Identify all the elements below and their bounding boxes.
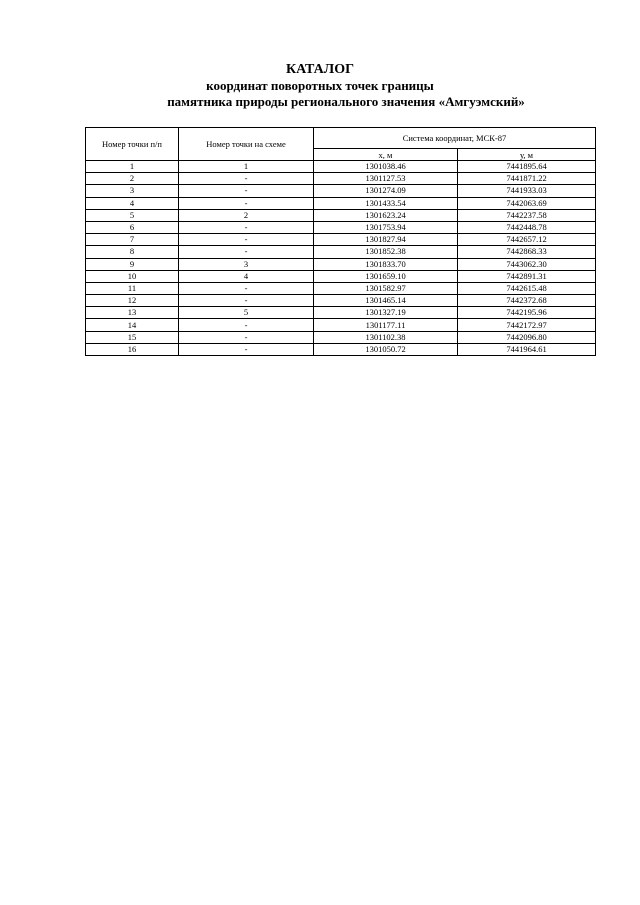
cell-point-number: 15 — [86, 331, 179, 343]
cell-scheme-number: - — [179, 331, 314, 343]
cell-point-number: 7 — [86, 234, 179, 246]
table-row — [86, 161, 596, 173]
table-body — [86, 161, 596, 356]
cell-scheme-number: 1 — [179, 161, 314, 173]
cell-scheme-number: - — [179, 319, 314, 331]
cell-x: 1301465.14 — [314, 295, 458, 307]
header-y: у, м — [458, 149, 596, 161]
cell-x: 1301274.09 — [314, 185, 458, 197]
cell-x: 1301833.70 — [314, 258, 458, 270]
table-row — [86, 258, 596, 270]
cell-y: 7442615.48 — [458, 282, 596, 294]
cell-y: 7441895.64 — [458, 161, 596, 173]
table-row — [86, 221, 596, 233]
document-title — [0, 62, 640, 110]
cell-y: 7442096.80 — [458, 331, 596, 343]
cell-x: 1301038.46 — [314, 161, 458, 173]
table-row — [86, 319, 596, 331]
cell-x: 1301177.11 — [314, 319, 458, 331]
table-row — [86, 270, 596, 282]
header-point-number: Номер точки п/п — [86, 128, 179, 161]
cell-x: 1301852.38 — [314, 246, 458, 258]
cell-scheme-number: 4 — [179, 270, 314, 282]
cell-scheme-number: - — [179, 221, 314, 233]
cell-y: 7442868.33 — [458, 246, 596, 258]
table-row — [86, 295, 596, 307]
header-x: х, м — [314, 149, 458, 161]
cell-point-number: 12 — [86, 295, 179, 307]
cell-scheme-number: - — [179, 197, 314, 209]
cell-scheme-number: - — [179, 234, 314, 246]
cell-scheme-number: - — [179, 246, 314, 258]
cell-y: 7442172.97 — [458, 319, 596, 331]
cell-y: 7441933.03 — [458, 185, 596, 197]
cell-x: 1301753.94 — [314, 221, 458, 233]
cell-point-number: 4 — [86, 197, 179, 209]
table-row — [86, 209, 596, 221]
table-row — [86, 282, 596, 294]
cell-point-number: 5 — [86, 209, 179, 221]
cell-scheme-number: - — [179, 185, 314, 197]
cell-x: 1301127.53 — [314, 173, 458, 185]
table-row — [86, 246, 596, 258]
cell-scheme-number: 5 — [179, 307, 314, 319]
table-row — [86, 307, 596, 319]
cell-x: 1301327.19 — [314, 307, 458, 319]
cell-scheme-number: - — [179, 343, 314, 355]
cell-point-number: 6 — [86, 221, 179, 233]
cell-y: 7442448.78 — [458, 221, 596, 233]
table-header — [86, 128, 596, 161]
cell-x: 1301050.72 — [314, 343, 458, 355]
cell-point-number: 10 — [86, 270, 179, 282]
cell-point-number: 11 — [86, 282, 179, 294]
header-scheme-number: Номер точки на схеме — [179, 128, 314, 161]
cell-scheme-number: 2 — [179, 209, 314, 221]
cell-x: 1301582.97 — [314, 282, 458, 294]
table-row — [86, 331, 596, 343]
title-line-3: памятника природы регионального значения «Амгуэмский» — [167, 94, 525, 109]
cell-point-number: 13 — [86, 307, 179, 319]
cell-x: 1301827.94 — [314, 234, 458, 246]
cell-point-number: 14 — [86, 319, 179, 331]
coordinates-table — [85, 127, 596, 356]
cell-point-number: 16 — [86, 343, 179, 355]
table-row — [86, 234, 596, 246]
cell-x: 1301623.24 — [314, 209, 458, 221]
table-row — [86, 343, 596, 355]
cell-y: 7441871.22 — [458, 173, 596, 185]
cell-x: 1301659.10 — [314, 270, 458, 282]
cell-y: 7442195.96 — [458, 307, 596, 319]
cell-x: 1301102.38 — [314, 331, 458, 343]
table-row — [86, 197, 596, 209]
cell-y: 7443062.30 — [458, 258, 596, 270]
cell-y: 7442891.31 — [458, 270, 596, 282]
cell-point-number: 3 — [86, 185, 179, 197]
table-row — [86, 185, 596, 197]
cell-scheme-number: 3 — [179, 258, 314, 270]
title-line-2: координат поворотных точек границы — [206, 78, 434, 93]
cell-point-number: 8 — [86, 246, 179, 258]
cell-scheme-number: - — [179, 173, 314, 185]
cell-y: 7441964.61 — [458, 343, 596, 355]
cell-scheme-number: - — [179, 282, 314, 294]
title-line-1: КАТАЛОГ — [285, 62, 354, 77]
cell-y: 7442372.68 — [458, 295, 596, 307]
cell-y: 7442237.58 — [458, 209, 596, 221]
header-coordinate-system: Система координат, МСК-87 — [314, 128, 596, 149]
table-row — [86, 173, 596, 185]
cell-point-number: 9 — [86, 258, 179, 270]
cell-point-number: 1 — [86, 161, 179, 173]
cell-y: 7442657.12 — [458, 234, 596, 246]
cell-point-number: 2 — [86, 173, 179, 185]
cell-scheme-number: - — [179, 295, 314, 307]
cell-x: 1301433.54 — [314, 197, 458, 209]
cell-y: 7442063.69 — [458, 197, 596, 209]
